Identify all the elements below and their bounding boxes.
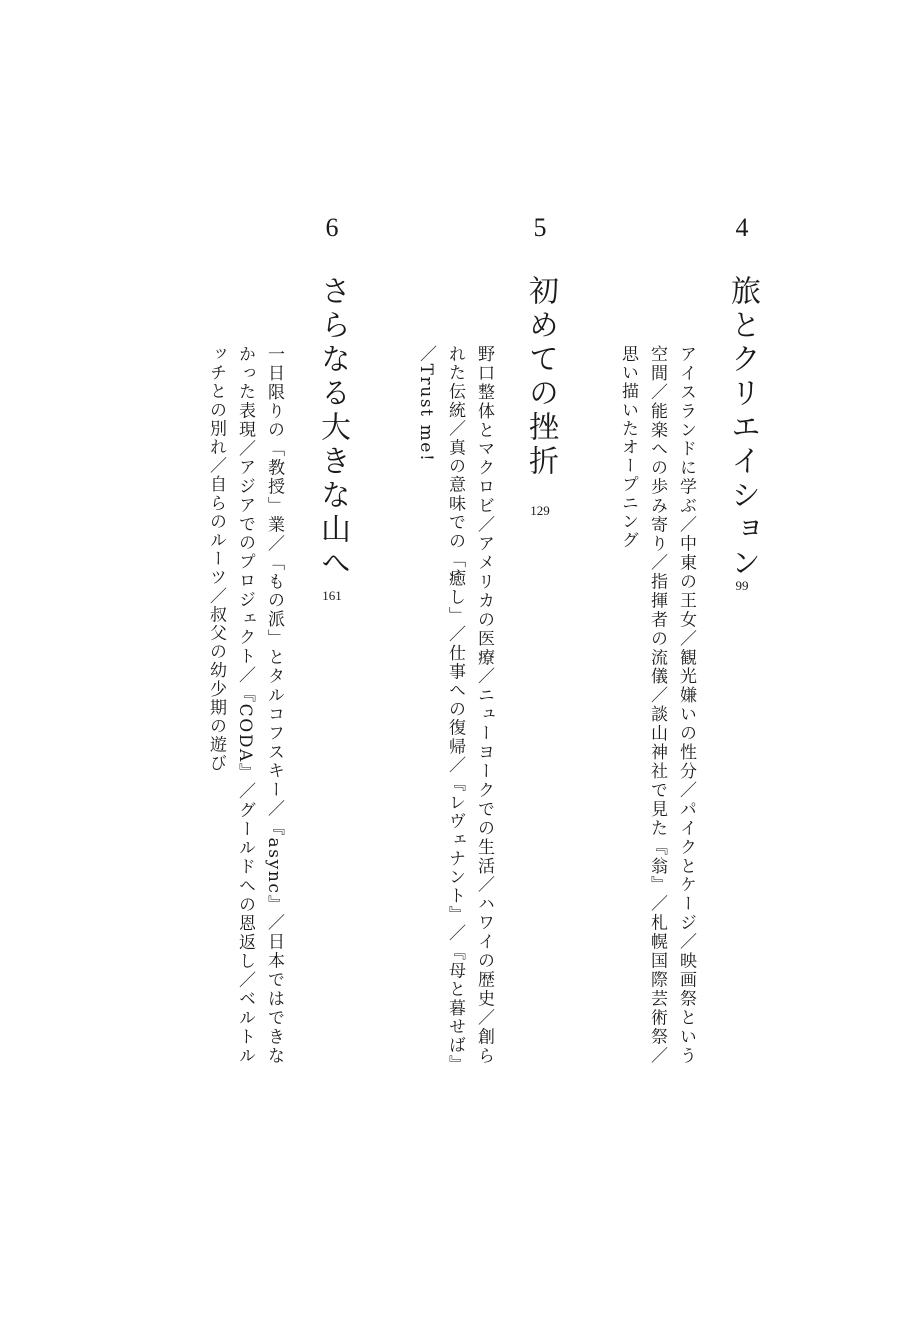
chapter-5 (398, 205, 578, 1085)
chapter-page-number: 99 (735, 578, 749, 593)
chapter-4 (600, 205, 780, 1085)
chapter-summary: 一日限りの「教授」業／「もの派」とタルコフスキー／『async』／日本ではできなかった表現／アジアでのプロジェクト／『CODA』／グールドへの恩返し／ベルトルッチとの別れ／自らのルーツ／叔父の幼少期の遊び (206, 345, 284, 1065)
chapter-number: 6 (325, 213, 339, 242)
chapter-page-number: 129 (530, 503, 550, 518)
chapter-title: さらなる大きな山へ (315, 275, 350, 581)
chapter-title: 初めての挫折 (523, 275, 558, 479)
chapter-number: 4 (735, 213, 749, 242)
chapter-title: 旅とクリエイション (725, 275, 760, 581)
chapter-page-number: 161 (322, 588, 342, 603)
chapter-summary: 野口整体とマクロビ／アメリカの医療／ニューヨークでの生活／ハワイの歴史／創られた伝統／真の意味での「癒し」／仕事への復帰／『レヴェナント』／『母と暮せば』／Trust me! (416, 345, 494, 1065)
chapter-summary: アイスランドに学ぶ／中東の王女／観光嫌いの性分／パイクとケージ／映画祭という空間／能楽への歩み寄り／指揮者の流儀／談山神社で見た『翁』／札幌国際芸術祭／思い描いたオープニング (618, 345, 696, 1065)
chapter-number: 5 (533, 213, 547, 242)
chapter-6 (190, 205, 370, 1085)
